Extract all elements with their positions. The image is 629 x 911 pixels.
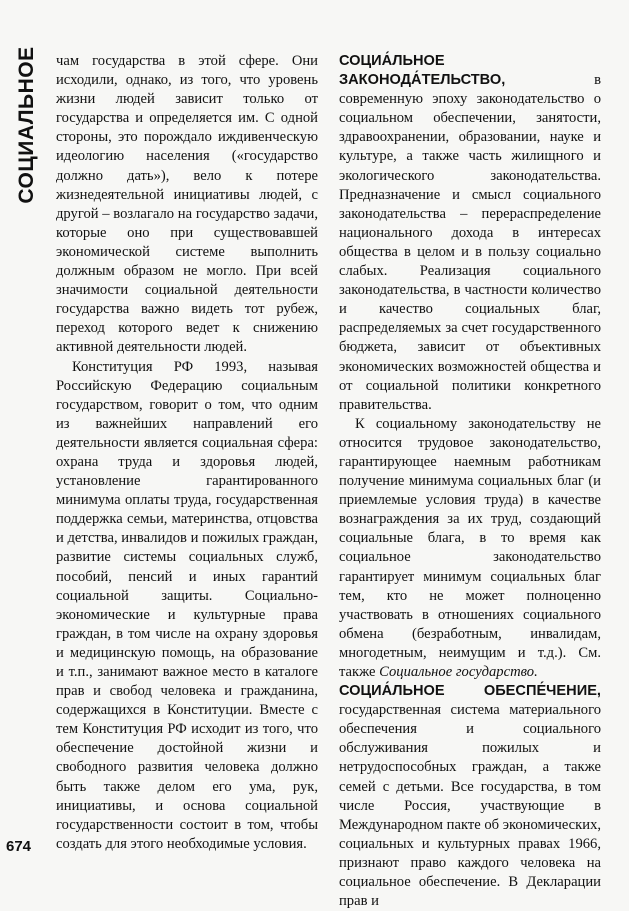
entry-social-security (339, 682, 601, 911)
paragraph (339, 415, 601, 682)
paragraph: чам государства в этой сфере. Они исходили, однако, из того, что уровень жизни людей зависит только от государства и определяется им. С одной стороны, это порождало иждивенческую идеологию населения («государство должно дать»), вело к потере жизнедеятельной инициативы людей, с другой – возлагало на государство задачи, которые оно при существовавшей экономической системе выполнить должным образом не могло. При всей значимости социальной деятельности государства важно видеть тот рубеж, переход которого ведет к снижению активной деятельности людей. (56, 53, 318, 356)
entry-text: К социальному законодательству не относится трудовое законодательство, гарантирующее наемным работникам получение минимума социальных благ (и приемлемые условия труда) в качестве вознаграждения за их труд, создающий социальные блага, в то время как социальное законодательство гарантирует минимум социальных благ тем, кто не может полноценно участвовать в отношениях социального обмена (безработным, инвалидам, многодетным, неимущим и т.д.). См. также (339, 415, 601, 680)
right-column (339, 52, 601, 911)
left-column (56, 52, 318, 854)
entry-social-legislation (339, 52, 601, 415)
entry-text: в современную эпоху законодательство о социальном обеспечении, занятости, здравоохранении, образовании, науке и культуре, а также часть жилищного и экологического законодательства. Предназначение и смысл социального законодательства – перераспределение национального дохода в интересах общества в целом и в пользу социально слабых. Реализация социального законодательства, в частности количество и качество социальных благ, распределяемых за счет государственного бюджета, зависит от объективных экономических возможностей общества и от социальной политики конкретного правительства. (339, 72, 601, 413)
entry-heading: СОЦИА́ЛЬНОЕ ОБЕСПЕ́ЧЕНИЕ, (339, 683, 601, 700)
running-header-label: СОЦИАЛЬНОЕ (15, 46, 38, 204)
entry-text: государственная система материального обеспечения и социального обслуживания пожилых и нетрудоспособных граждан, а также семей с детьми. Все государства, в том числе Россия, участвующие в Международном пакте об экономических, социальных и культурных правах 1966, признают право каждого человека на социальное обеспечение. В Декларации прав и (339, 702, 602, 910)
paragraph: Конституция РФ 1993, называя Российскую Федерацию социальным государством, говорит о том, что одним из важнейших направлений его деятельности является социальная сфера: охрана труда и здоровья людей, установление гарантированного минимума оплаты труда, государственная поддержка семьи, материнства, отцовства и детства, инвалидов и пожилых граждан, развитие системы социальных служб, пособий, пенсий и иных гарантий социальной защиты. Социально-экономические и культурные права граждан, в том числе на охрану здоровья и медицинскую помощь, на образование и т.п., занимают важное место в каталоге прав и свобод человека и гражданина, содержащихся в Конституции. Вместе с тем Конституция РФ исходит из того, что обеспечение достойной жизни и свободного развития человека должно быть также делом его ума, рук, инициативы, и основа социальной государственности состоит в том, чтобы создать для этого необходимые условия. (56, 358, 318, 852)
entry-heading: СОЦИА́ЛЬНОЕ ЗАКОНОДА́ТЕЛЬСТВО, (339, 53, 506, 89)
cross-reference: Социальное государство. (379, 664, 538, 680)
page-number: 674 (6, 838, 32, 855)
